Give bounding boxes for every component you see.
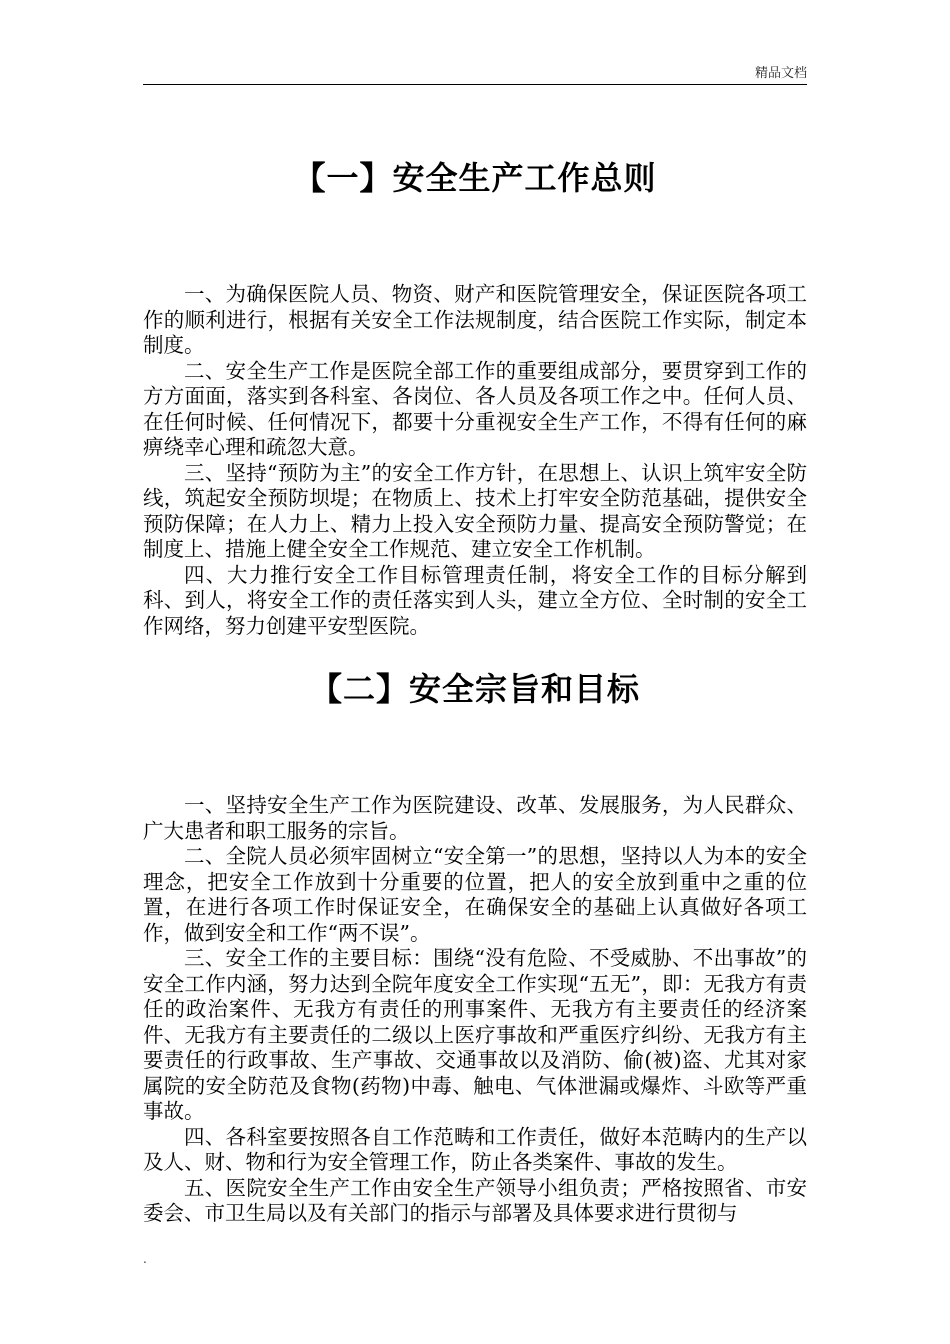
paragraph: 五、医院安全生产工作由安全生产领导小组负责；严格按照省、市安委会、市卫生局以及有关部门的指示与部署及具体要求进行贯彻与 — [143, 1175, 807, 1225]
section-spacer — [143, 639, 807, 661]
paragraph: 一、为确保医院人员、物资、财产和医院管理安全，保证医院各项工作的顺利进行，根据有关安全工作法规制度，结合医院工作实际，制定本制度。 — [143, 282, 807, 357]
paragraph: 四、各科室要按照各自工作范畴和工作责任，做好本范畴内的生产以及人、财、物和行为安全管理工作，防止各类案件、事故的发生。 — [143, 1124, 807, 1174]
paragraph: 三、坚持“预防为主”的安全工作方针，在思想上、认识上筑牢安全防线，筑起安全预防坝堤；在物质上、技术上打牢安全防范基础，提供安全预防保障；在人力上、精力上投入安全预防力量、提高安全预防警觉；在制度上、措施上健全安全工作规范、建立安全工作机制。 — [143, 460, 807, 561]
title-spacer — [143, 717, 807, 793]
paragraph: 二、全院人员必须牢固树立“安全第一”的思想，坚持以人为本的安全理念，把安全工作放到十分重要的位置，把人的安全放到重中之重的位置，在进行各项工作时保证安全，在确保安全的基础上认真做好各项工作，做到安全和工作“两不误”。 — [143, 844, 807, 945]
header-divider — [143, 84, 807, 85]
document-body — [143, 150, 807, 1227]
paragraph: 四、大力推行安全工作目标管理责任制，将安全工作的目标分解到科、到人，将安全工作的责任落实到人头，建立全方位、全时制的安全工作网络，努力创建平安型医院。 — [143, 562, 807, 638]
section-title-general-rules: 【一】安全生产工作总则 — [293, 159, 657, 197]
header-label: 精品文档 — [754, 66, 807, 81]
paragraph: 一、坚持安全生产工作为医院建设、改革、发展服务，为人民群众、广大患者和职工服务的宗旨。 — [143, 793, 807, 843]
paragraph: 二、安全生产工作是医院全部工作的重要组成部分，要贯穿到工作的方方面面，落实到各科室、各岗位、各人员及各项工作之中。任何人员、在任何时候、任何情况下，都要十分重视安全生产工作，不得有任何的麻痹绕幸心理和疏忽大意。 — [143, 358, 807, 459]
section-title-purpose-goals: 【二】安全宗旨和目标 — [309, 670, 640, 708]
footer-mark: . — [143, 1252, 147, 1266]
title-spacer — [143, 206, 807, 282]
paragraph: 三、安全工作的主要目标：围绕“没有危险、不受威胁、不出事故”的安全工作内涵，努力达到全院年度安全工作实现“五无”，即：无我方有责任的政治案件、无我方有责任的刑事案件、无我方有主要责任的经济案件、无我方有主要责任的二级以上医疗事故和严重医疗纠纷、无我方有主要责任的行政事故、生产事故、交通事故以及消防、偷(被)盗、尤其对家属院的安全防范及食物(药物)中毒、触电、气体泄漏或爆炸、斗欧等严重事故。 — [143, 946, 807, 1123]
